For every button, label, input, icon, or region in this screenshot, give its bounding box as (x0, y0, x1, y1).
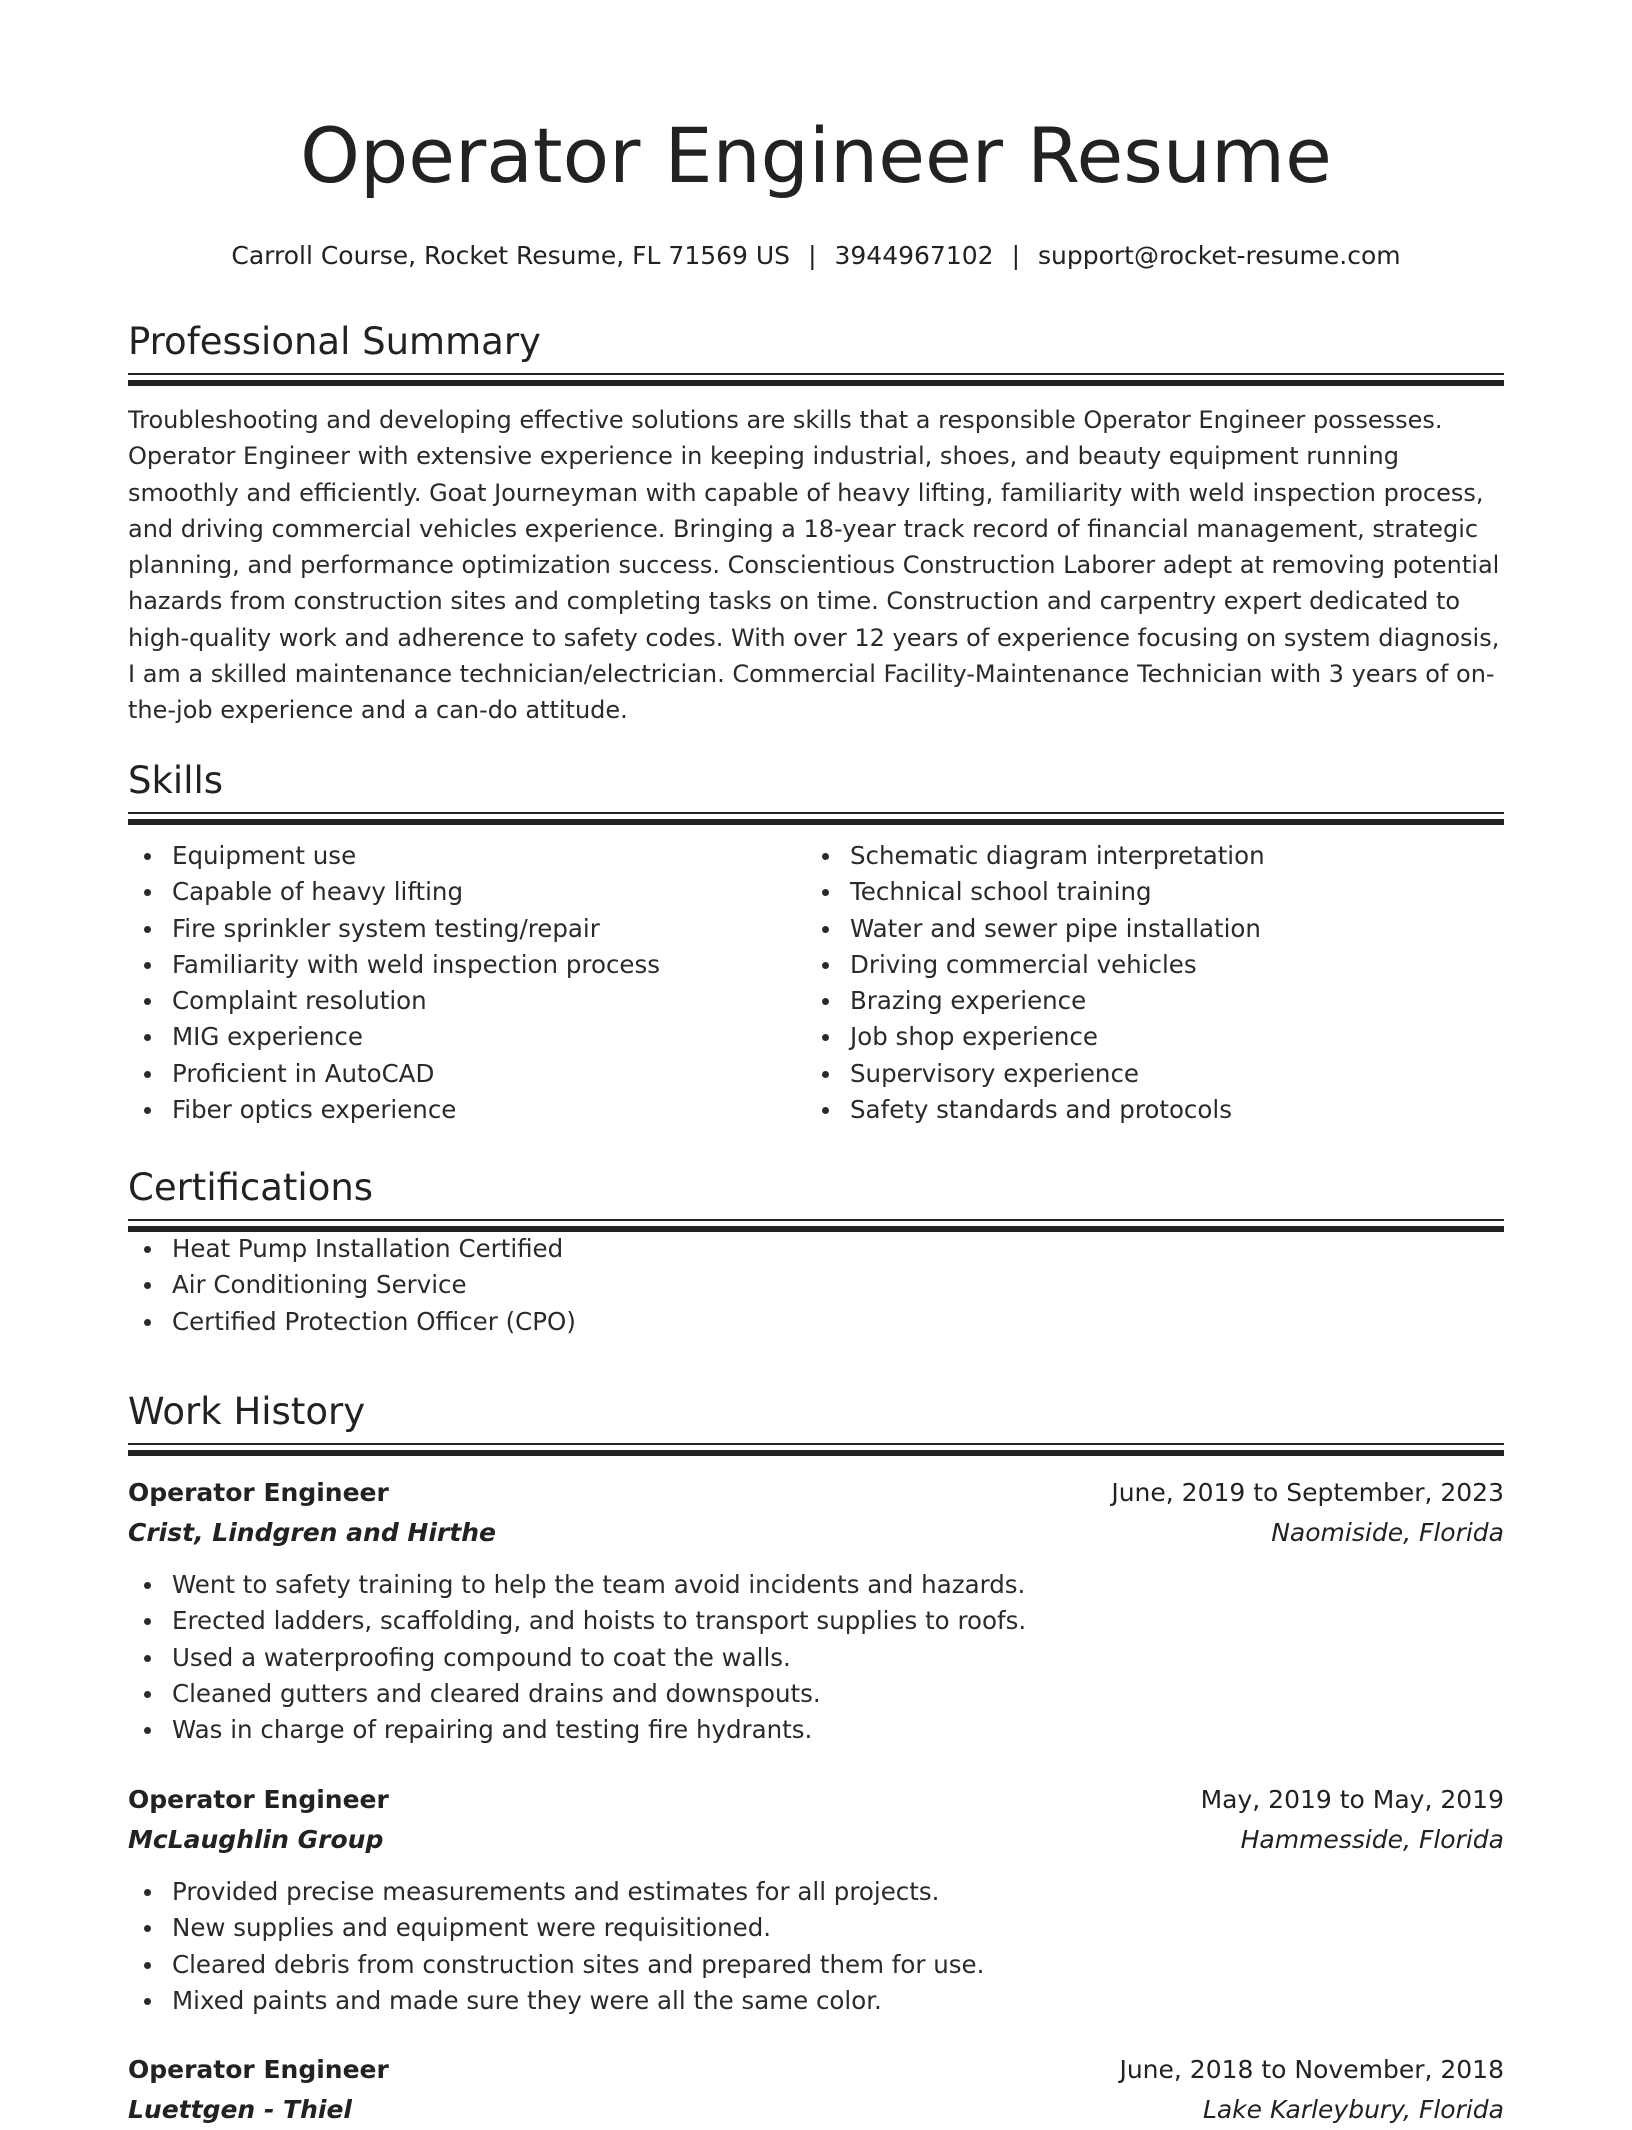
skill-item: Complaint resolution (128, 983, 806, 1019)
skill-item: Capable of heavy lifting (128, 874, 806, 910)
skill-item: Equipment use (128, 838, 806, 874)
certifications-heading: Certifications (128, 1166, 374, 1209)
skill-item: Technical school training (806, 874, 1484, 910)
contact-phone: 3944967102 (834, 241, 994, 270)
skills-list-right (806, 838, 1484, 1128)
skill-item: Fiber optics experience (128, 1092, 806, 1128)
skill-item: Brazing experience (806, 983, 1484, 1019)
skill-item: Schematic diagram interpretation (806, 838, 1484, 874)
skill-item: Driving commercial vehicles (806, 947, 1484, 983)
summary-text: Troubleshooting and developing effective solutions are skills that a responsible Operator Engineer possesses. Operator Engineer with extensive experience in keeping industrial, shoes, and beauty equipment running smoothly and efficiently. Goat Journeyman with capable of heavy lifting, familiarity with weld inspection process, and driving commercial vehicles experience. Bringing a 18-year track record of financial management, strategic planning, and performance optimization success. Conscientious Construction Laborer adept at removing potential hazards from construction sites and completing tasks on time. Construction and carpentry expert dedicated to high-quality work and adherence to safety codes. With over 12 years of experience focusing on system diagnosis, I am a skilled maintenance technician/electrician. Commercial Facility-Maintenance Technician with 3 years of on-the-job experience and a can-do attitude. (128, 406, 1500, 725)
job-entry (128, 1780, 1504, 2019)
job-duty-item: Cleaned gutters and cleared drains and downspouts. (128, 1676, 1504, 1712)
skill-item: Familiarity with weld inspection process (128, 947, 806, 983)
job-duty-item: New supplies and equipment were requisitioned. (128, 1910, 1504, 1946)
job-duty-item: Erected ladders, scaffolding, and hoists to transport supplies to roofs. (128, 1603, 1504, 1639)
work-history-section (128, 1387, 1504, 1455)
skill-item: Water and sewer pipe installation (806, 911, 1484, 947)
skill-item: Fire sprinkler system testing/repair (128, 911, 806, 947)
skill-item: Job shop experience (806, 1019, 1484, 1055)
skill-item: Supervisory experience (806, 1056, 1484, 1092)
certifications-section (128, 1163, 1504, 1340)
section-divider (128, 1219, 1504, 1231)
skill-item: Safety standards and protocols (806, 1092, 1484, 1128)
job-duty-item: Went to safety training to help the team avoid incidents and hazards. (128, 1567, 1504, 1603)
skills-section (128, 756, 1504, 1128)
contact-separator: | (1011, 241, 1020, 270)
skill-item: MIG experience (128, 1019, 806, 1055)
job-dates: June, 2019 to September, 2023 (1111, 1478, 1504, 1507)
job-dates: June, 2018 to November, 2018 (1119, 2055, 1504, 2084)
contact-separator: | (808, 241, 817, 270)
job-title: Operator Engineer (128, 1478, 389, 1507)
job-company: McLaughlin Group (128, 1825, 384, 1854)
certification-item: Heat Pump Installation Certified (128, 1231, 1504, 1267)
job-duty-item: Mixed paints and made sure they were all the same color. (128, 1983, 1504, 2019)
section-divider (128, 812, 1504, 824)
certification-item: Certified Protection Officer (CPO) (128, 1304, 1504, 1340)
section-divider (128, 1443, 1504, 1455)
job-dates: May, 2019 to May, 2019 (1200, 1785, 1504, 1814)
job-title: Operator Engineer (128, 1785, 389, 1814)
section-divider (128, 373, 1504, 385)
job-duty-item: Cleared debris from construction sites and prepared them for use. (128, 1947, 1504, 1983)
job-entry (128, 1473, 1504, 1748)
resume-title: Operator Engineer Resume (300, 111, 1332, 200)
contact-address: Carroll Course, Rocket Resume, FL 71569 US (231, 241, 791, 270)
skills-heading: Skills (128, 759, 224, 802)
summary-section (128, 317, 1504, 729)
summary-heading: Professional Summary (128, 320, 541, 363)
job-duties-list (128, 1874, 1504, 2019)
certifications-list (128, 1231, 1504, 1340)
job-duty-item: Was in charge of repairing and testing fire hydrants. (128, 1712, 1504, 1748)
job-title: Operator Engineer (128, 2055, 389, 2084)
job-duty-item: Provided precise measurements and estimates for all projects. (128, 1874, 1504, 1910)
contact-line (0, 240, 1632, 272)
job-duties-list (128, 1567, 1504, 1748)
job-duty-item: Used a waterproofing compound to coat the walls. (128, 1640, 1504, 1676)
job-location: Naomiside, Florida (1271, 1518, 1504, 1547)
skills-list-left (128, 838, 806, 1128)
skill-item: Proficient in AutoCAD (128, 1056, 806, 1092)
contact-email: support@rocket-resume.com (1038, 241, 1401, 270)
job-location: Lake Karleybury, Florida (1202, 2095, 1504, 2124)
skills-grid (128, 838, 1504, 1128)
job-entry (128, 2050, 1504, 2130)
job-location: Hammesside, Florida (1240, 1825, 1504, 1854)
job-company: Luettgen - Thiel (128, 2095, 352, 2124)
work-history-heading: Work History (128, 1390, 366, 1433)
job-company: Crist, Lindgren and Hirthe (128, 1518, 496, 1547)
certification-item: Air Conditioning Service (128, 1267, 1504, 1303)
